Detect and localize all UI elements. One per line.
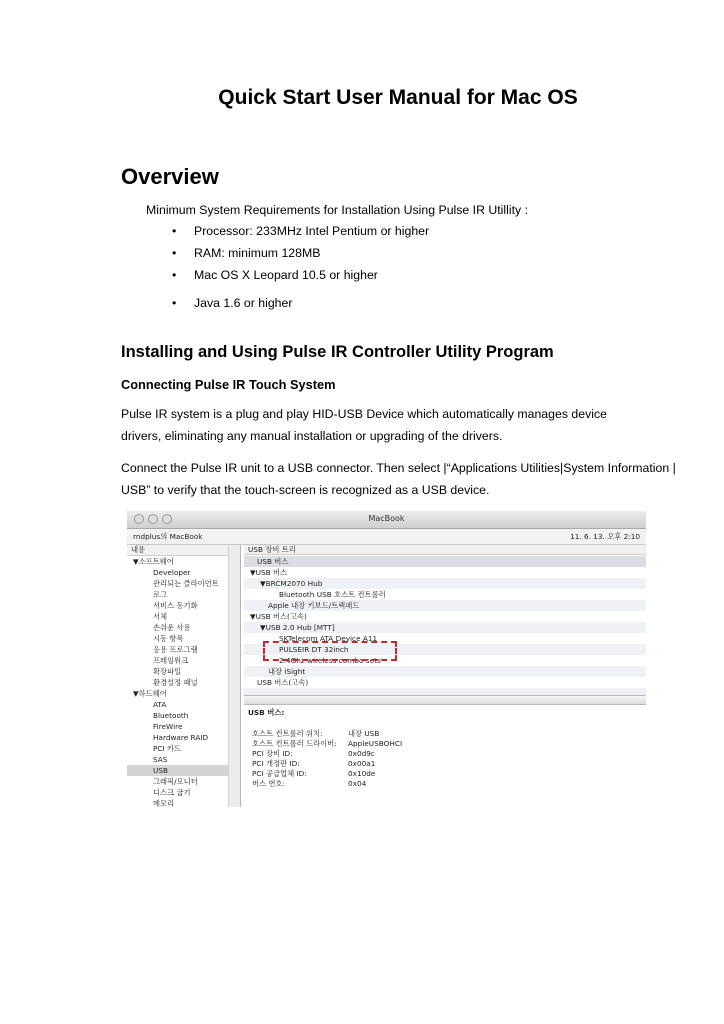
detail-value: 내장 USB: [348, 729, 380, 738]
sidebar-item[interactable]: 환경설정 패널: [153, 678, 198, 687]
sidebar-item[interactable]: 서체: [153, 612, 168, 621]
requirement-text: Mac OS X Leopard 10.5 or higher: [194, 268, 378, 282]
detail-value: 0x0d9c: [348, 749, 375, 758]
detail-value: 0x04: [348, 779, 367, 788]
sidebar-item[interactable]: 관리되는 클라이언트: [153, 579, 219, 588]
connect-heading: Connecting Pulse IR Touch System: [121, 377, 336, 392]
sidebar-item[interactable]: 서비스 동기화: [153, 601, 198, 610]
tree-item[interactable]: Bluetooth USB 호스트 컨트롤러: [279, 590, 386, 599]
paragraph-line: Pulse IR system is a plug and play HID-USB Device which automatically manages device: [121, 407, 607, 421]
sidebar-item[interactable]: Bluetooth: [153, 711, 189, 720]
system-information-screenshot: [127, 511, 646, 807]
tree-item[interactable]: USB 버스: [257, 557, 289, 566]
requirements-intro: Minimum System Requirements for Installation Using Pulse IR Utillity :: [146, 203, 529, 217]
requirement-text: RAM: minimum 128MB: [194, 246, 321, 260]
sidebar-item[interactable]: 프레임워크: [153, 656, 189, 665]
paragraph-line: USB” to verify that the touch-screen is recognized as a USB device.: [121, 483, 490, 497]
sidebar-item-usb-selected[interactable]: USB: [127, 765, 228, 776]
sidebar-item[interactable]: 디스크 굽기: [153, 788, 191, 797]
sidebar-item-software[interactable]: ▼소프트웨어: [133, 557, 174, 566]
window-titlebar: [127, 511, 646, 529]
tree-item[interactable]: SKTelecom ATA Device A11: [279, 634, 378, 643]
tree-item-pulseir[interactable]: PULSEIR DT 32inch: [279, 645, 349, 654]
paragraph-line: Connect the Pulse IR unit to a USB connector. Then select |“Applications Utilities|System Information |: [121, 461, 676, 475]
sidebar-item[interactable]: 메모리: [153, 799, 175, 807]
sidebar-item-hardware[interactable]: ▼하드웨어: [133, 689, 167, 698]
sidebar-item[interactable]: 시동 항목: [153, 634, 184, 643]
sidebar-item[interactable]: 응용 프로그램: [153, 645, 198, 654]
detail-key: PCI 장비 ID:: [252, 749, 293, 758]
paragraph-plug-and-play: [121, 403, 607, 447]
bullet-icon: •: [172, 246, 177, 260]
install-heading: Installing and Using Pulse IR Controller Utility Program: [121, 343, 554, 361]
tree-item[interactable]: 내장 iSight: [268, 667, 306, 676]
sidebar-item[interactable]: FireWire: [153, 722, 183, 731]
paragraph-connect: [121, 457, 676, 501]
contents-sidebar: [127, 545, 241, 807]
info-bar: [127, 529, 646, 545]
sidebar-item[interactable]: 확장파일: [153, 667, 182, 676]
sidebar-item[interactable]: 손쉬운 사용: [153, 623, 191, 632]
detail-key: 호스트 컨트롤러 위치:: [252, 729, 323, 738]
bullet-icon: •: [172, 224, 177, 238]
tree-header: USB 장비 트리: [244, 545, 646, 555]
detail-key: PCI 공급업체 ID:: [252, 769, 307, 778]
usb-device-tree: [244, 545, 646, 695]
tree-item[interactable]: ▼USB 버스(고속): [250, 612, 307, 621]
detail-value: AppleUSBOHCI: [348, 739, 403, 748]
tree-item[interactable]: ▼BRCM2070 Hub: [260, 579, 323, 588]
selected-row-highlight: [244, 556, 646, 567]
bullet-icon: •: [172, 296, 177, 310]
sidebar-item[interactable]: 그래픽/모니터: [153, 777, 198, 786]
requirement-text: Processor: 233MHz Intel Pentium or higher: [194, 224, 430, 238]
sidebar-scrollbar[interactable]: [228, 545, 240, 807]
sidebar-item[interactable]: PCI 카드: [153, 744, 182, 753]
split-view-divider[interactable]: [244, 695, 646, 705]
tree-item[interactable]: 2.4Ghz wireless combo sets: [279, 656, 381, 665]
detail-value: 0x00a1: [348, 759, 376, 768]
window-title: MacBook: [368, 514, 405, 523]
highlight-box: [263, 641, 397, 661]
sidebar-item[interactable]: ATA: [153, 700, 167, 709]
detail-key: 호스트 컨트롤러 드라이버:: [252, 739, 337, 748]
requirement-text: Java 1.6 or higher: [194, 296, 293, 310]
detail-pane: [244, 705, 646, 807]
bullet-icon: •: [172, 268, 177, 282]
sidebar-item[interactable]: Developer: [153, 568, 191, 577]
tree-item[interactable]: ▼USB 2.0 Hub [MTT]: [260, 623, 335, 632]
report-datetime: 11. 6. 13. 오후 2:10: [570, 532, 640, 541]
sidebar-item[interactable]: 로그: [153, 590, 168, 599]
sidebar-item[interactable]: Hardware RAID: [153, 733, 209, 742]
document-title: Quick Start User Manual for Mac OS: [218, 86, 578, 109]
tree-item[interactable]: USB 버스(고속): [257, 678, 309, 687]
tree-item[interactable]: ▼USB 버스: [250, 568, 288, 577]
detail-key: 버스 번호:: [252, 779, 285, 788]
overview-heading: Overview: [121, 164, 219, 189]
detail-key: PCI 개정판 ID:: [252, 759, 300, 768]
tree-item[interactable]: Apple 내장 키보드/트랙패드: [268, 601, 360, 610]
sidebar-header: 내용: [127, 545, 231, 556]
sidebar-item[interactable]: SAS: [153, 755, 168, 764]
computer-name: rndplus의 MacBook: [133, 532, 203, 541]
paragraph-line: drivers, eliminating any manual installation or upgrading of the drivers.: [121, 429, 503, 443]
detail-title: USB 버스:: [248, 708, 285, 717]
detail-value: 0x10de: [348, 769, 376, 778]
